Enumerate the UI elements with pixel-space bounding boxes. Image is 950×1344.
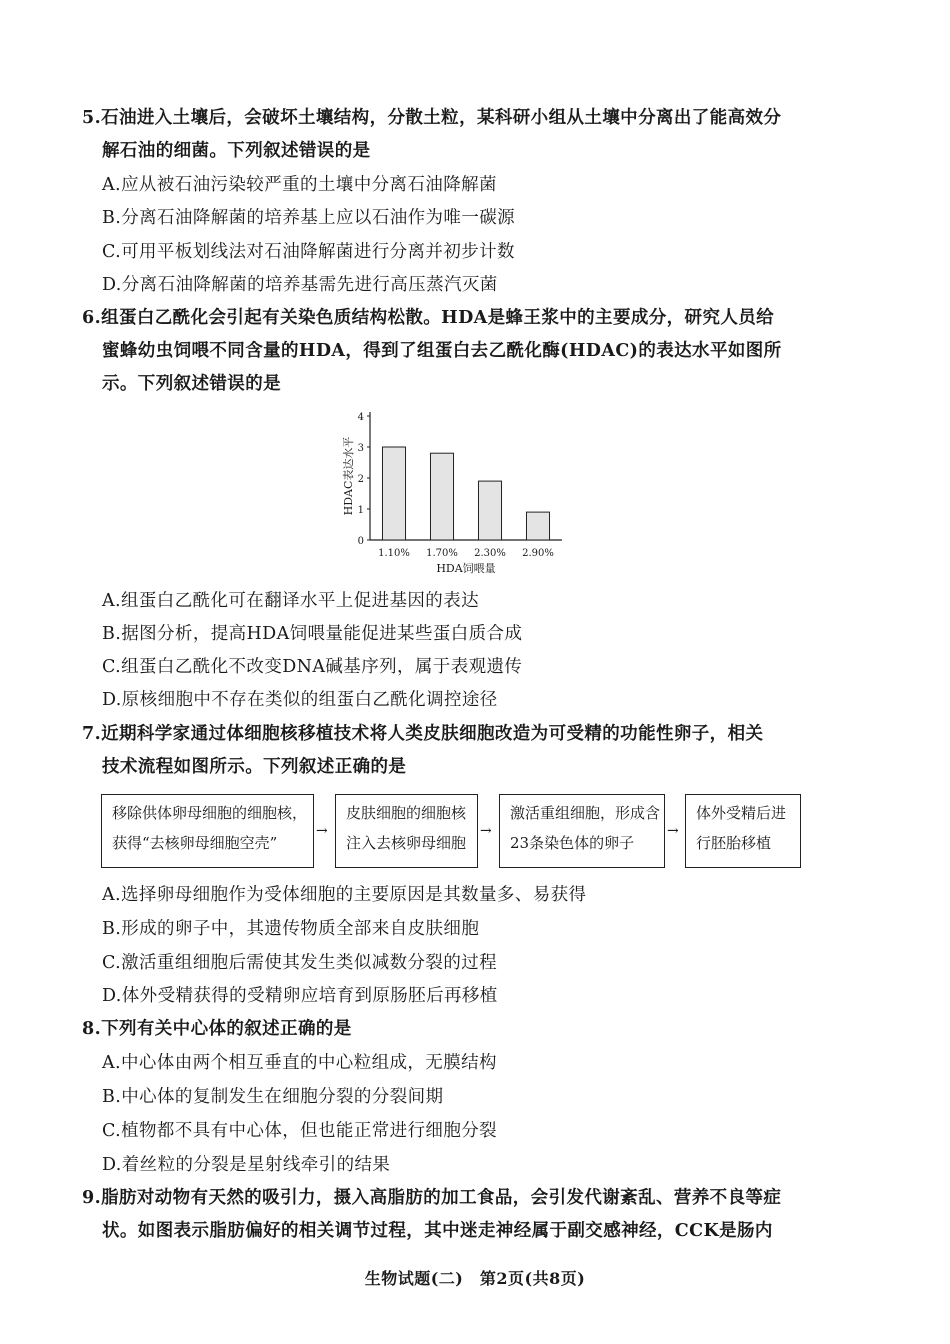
flow-step-1-line1: 移除供体卵母细胞的细胞核，	[112, 804, 308, 822]
q8-option-a: A.中心体由两个相互垂直的中心粒组成，无膜结构	[102, 1053, 497, 1073]
y-axis-label: HDAC表达水平	[342, 436, 355, 516]
q5-option-b: B.分离石油降解菌的培养基上应以石油作为唯一碳源	[102, 208, 516, 228]
q5-stem-line1: 5.石油进入土壤后，会破坏土壤结构，分散土粒，某科研小组从土壤中分离出了能高效分	[82, 108, 782, 128]
flow-step-4-line1: 体外受精后进	[696, 804, 787, 822]
q9-stem-line2: 状。如图表示脂肪偏好的相关调节过程，其中迷走神经属于副交感神经，CCK是肠内	[102, 1221, 773, 1241]
bar-2.30%	[478, 481, 501, 540]
hdac-bar-chart	[330, 404, 570, 584]
q5-stem-line2: 解石油的细菌。下列叙述错误的是	[102, 141, 371, 161]
bar-1.70%	[430, 453, 453, 540]
flow-step-2-line2: 注入去核卵母细胞	[346, 834, 467, 852]
flow-step-4-line2: 行胚胎移植	[696, 834, 772, 852]
q7-option-b: B.形成的卵子中，其遗传物质全部来自皮肤细胞	[102, 919, 480, 939]
x-axis-label: HDA饲喂量	[436, 562, 496, 575]
y-tick-label: 2	[357, 474, 364, 485]
q7-stem-line1: 7.近期科学家通过体细胞核移植技术将人类皮肤细胞改造为可受精的功能性卵子，相关	[82, 724, 764, 744]
page-footer: 生物试题(二) 第2页(共8页)	[364, 1269, 586, 1288]
q7-option-a: A.选择卵母细胞作为受体细胞的主要原因是其数量多、易获得	[102, 885, 587, 905]
flow-step-2	[335, 794, 478, 868]
q8-option-d: D.着丝粒的分裂是星射线牵引的结果	[102, 1155, 391, 1175]
q5-option-a: A.应从被石油污染较严重的土壤中分离石油降解菌	[102, 175, 497, 195]
q6-stem-line3: 示。下列叙述错误的是	[102, 374, 281, 394]
y-tick-label: 4	[357, 412, 364, 423]
q8-option-b: B.中心体的复制发生在细胞分裂的分裂间期	[102, 1087, 444, 1107]
flow-step-3-line1: 激活重组细胞，形成含	[510, 804, 661, 822]
flow-arrow-icon: →	[316, 823, 328, 839]
flow-step-3-line2: 23条染色体的卵子	[510, 834, 635, 852]
q7-option-d: D.体外受精获得的受精卵应培育到原肠胚后再移植	[102, 986, 498, 1006]
flow-step-1-line2: 获得“去核卵母细胞空壳”	[112, 834, 278, 852]
y-tick-label: 3	[357, 443, 364, 454]
q6-option-d: D.原核细胞中不存在类似的组蛋白乙酰化调控途径	[102, 690, 498, 710]
q6-option-c: C.组蛋白乙酰化不改变DNA碱基序列，属于表观遗传	[102, 657, 523, 677]
x-tick-label: 1.10%	[378, 548, 410, 559]
y-tick-label: 0	[357, 536, 364, 547]
q8-option-c: C.植物都不具有中心体，但也能正常进行细胞分裂	[102, 1121, 498, 1141]
flow-arrow-icon: →	[480, 823, 492, 839]
q5-option-d: D.分离石油降解菌的培养基需先进行高压蒸汽灭菌	[102, 275, 498, 295]
x-tick-label: 2.30%	[474, 548, 506, 559]
bar-2.90%	[526, 512, 549, 540]
q6-option-a: A.组蛋白乙酰化可在翻译水平上促进基因的表达	[102, 591, 479, 611]
x-tick-label: 2.90%	[522, 548, 554, 559]
q6-stem-line2: 蜜蜂幼虫饲喂不同含量的HDA，得到了组蛋白去乙酰化酶(HDAC)的表达水平如图所	[102, 341, 782, 361]
q6-option-b: B.据图分析，提高HDA饲喂量能促进某些蛋白质合成	[102, 624, 523, 644]
bar-1.10%	[382, 447, 405, 540]
flow-step-1	[101, 794, 314, 868]
q9-stem-line1: 9.脂肪对动物有天然的吸引力，摄入高脂肪的加工食品，会引发代谢紊乱、营养不良等症	[82, 1188, 782, 1208]
flow-arrow-icon: →	[667, 823, 679, 839]
q6-stem-line1: 6.组蛋白乙酰化会引起有关染色质结构松散。HDA是蜂王浆中的主要成分，研究人员给	[82, 308, 775, 328]
flow-step-4	[685, 794, 801, 868]
y-tick-label: 1	[357, 505, 364, 516]
flow-step-3	[499, 794, 665, 868]
q8-stem-line1: 8.下列有关中心体的叙述正确的是	[82, 1019, 352, 1039]
q5-option-c: C.可用平板划线法对石油降解菌进行分离并初步计数	[102, 242, 515, 262]
q7-stem-line2: 技术流程如图所示。下列叙述正确的是	[102, 757, 407, 777]
q7-option-c: C.激活重组细胞后需使其发生类似减数分裂的过程	[102, 953, 498, 973]
flow-step-2-line1: 皮肤细胞的细胞核	[346, 804, 467, 822]
x-tick-label: 1.70%	[426, 548, 458, 559]
